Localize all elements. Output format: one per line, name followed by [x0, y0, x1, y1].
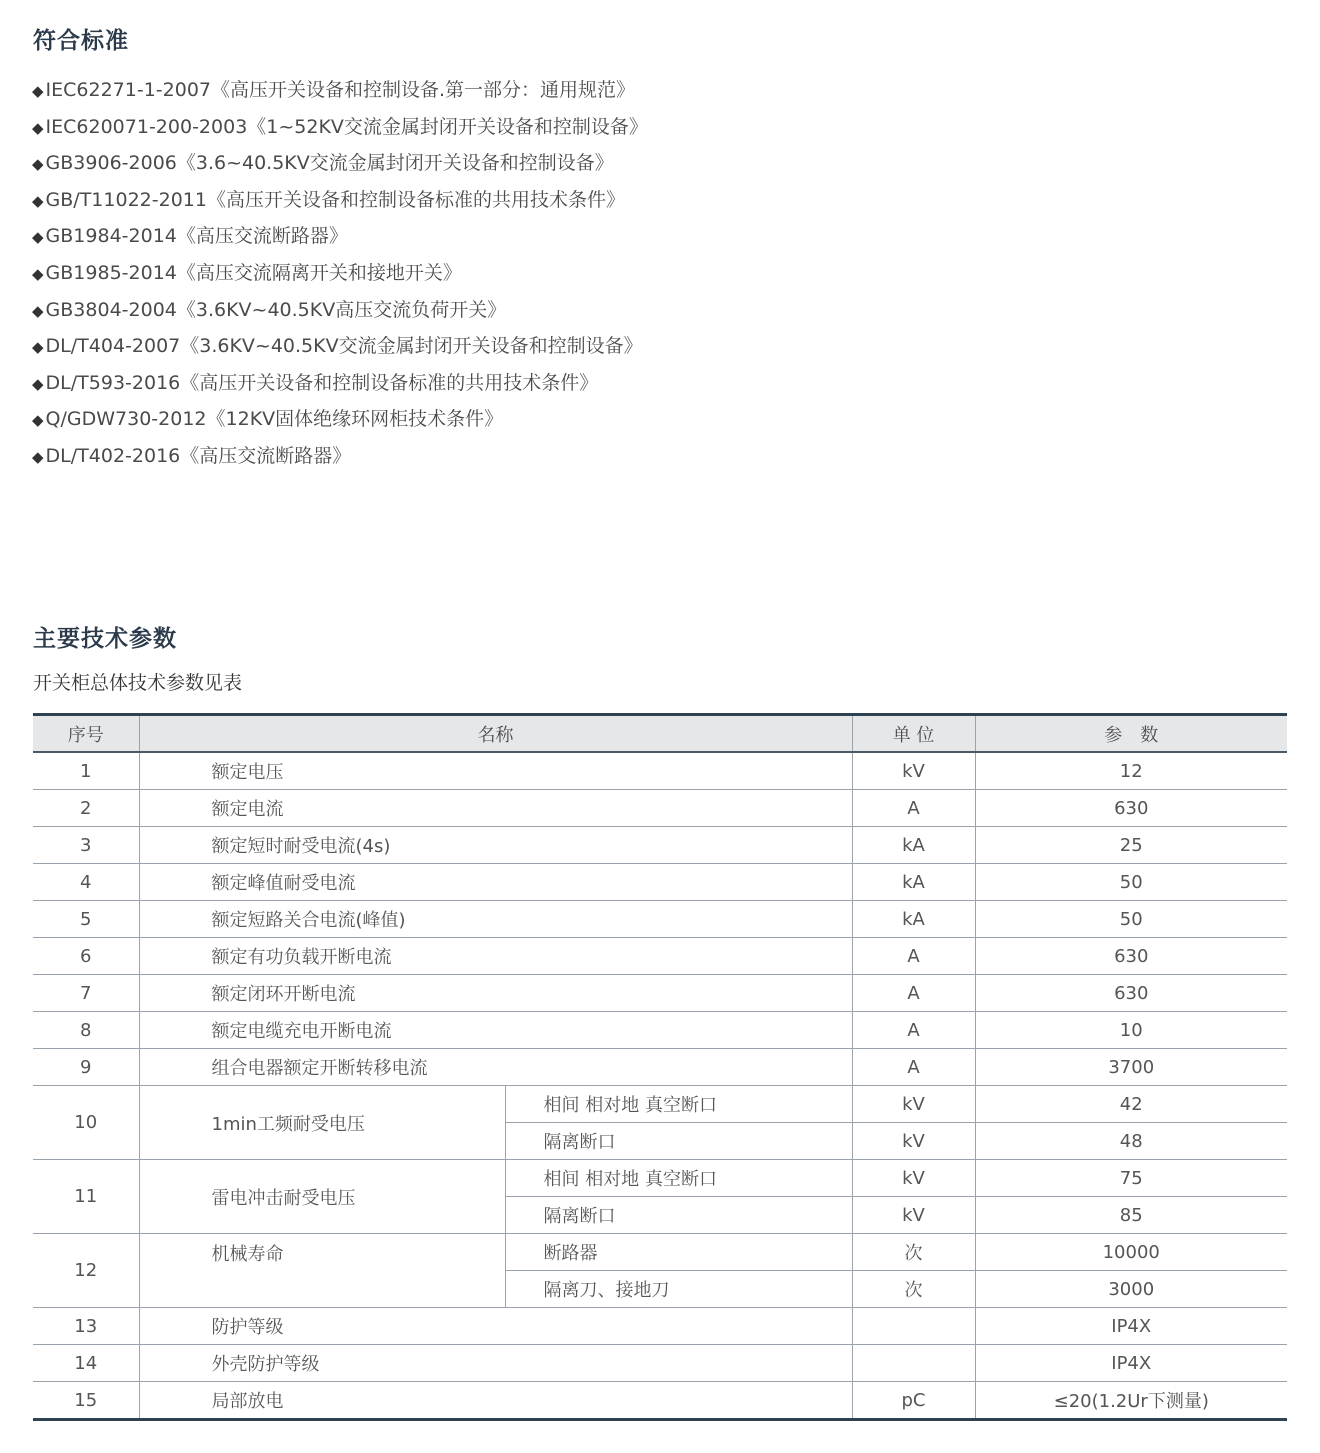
row-unit: kV [852, 752, 975, 790]
row-name: 额定电压 [139, 752, 852, 790]
row-name: 额定电缆充电开断电流 [139, 1012, 852, 1049]
row-unit [852, 1345, 975, 1382]
row-unit: pC [852, 1382, 975, 1420]
diamond-bullet-icon: ◆ [32, 338, 44, 357]
row-name: 1min工频耐受电压 [139, 1086, 505, 1160]
row-value: 42 [975, 1086, 1287, 1123]
standard-item [32, 256, 648, 293]
table-body [33, 752, 1287, 1420]
row-name: 额定短时耐受电流(4s) [139, 827, 852, 864]
standard-text: GB1984-2014《高压交流断路器》 [45, 225, 348, 248]
row-value: 630 [975, 938, 1287, 975]
header-value: 参 数 [975, 715, 1287, 753]
row-subname: 隔离刀、接地刀 [505, 1271, 852, 1308]
diamond-bullet-icon: ◆ [32, 82, 44, 100]
parameters-table [33, 713, 1287, 1421]
row-value: 85 [975, 1197, 1287, 1234]
table-row [33, 1012, 1287, 1049]
row-name: 组合电器额定开断转移电流 [139, 1049, 852, 1086]
diamond-bullet-icon: ◆ [32, 301, 44, 320]
row-name: 额定闭环开断电流 [139, 975, 852, 1012]
row-value: 3000 [975, 1271, 1287, 1308]
table-row [33, 1086, 1287, 1123]
row-name: 额定短路关合电流(峰值) [139, 901, 852, 938]
table-row [33, 1345, 1287, 1382]
diamond-bullet-icon: ◆ [32, 411, 44, 430]
section-title-parameters: 主要技术参数 [33, 626, 177, 652]
row-number: 5 [33, 901, 139, 938]
table-header-row [33, 715, 1287, 753]
row-number: 15 [33, 1382, 139, 1420]
row-value: 25 [975, 827, 1287, 864]
row-value: 10 [975, 1012, 1287, 1049]
diamond-bullet-icon: ◆ [32, 191, 44, 210]
row-number: 8 [33, 1012, 139, 1049]
row-unit: A [852, 790, 975, 827]
row-name: 防护等级 [139, 1308, 852, 1345]
diamond-bullet-icon: ◆ [32, 264, 44, 283]
row-unit: A [852, 1012, 975, 1049]
row-number: 1 [33, 752, 139, 790]
row-number: 4 [33, 864, 139, 901]
row-value: 3700 [975, 1049, 1287, 1086]
row-unit: kA [852, 827, 975, 864]
row-name: 额定有功负载开断电流 [139, 938, 852, 975]
diamond-bullet-icon: ◆ [32, 228, 44, 247]
table-row [33, 938, 1287, 975]
table-row [33, 827, 1287, 864]
standard-text: IEC62271-1-2007《高压开关设备和控制设备.第一部分：通用规范》 [45, 79, 636, 101]
section-title-standards: 符合标准 [33, 28, 129, 54]
standard-text: DL/T402-2016《高压交流断路器》 [45, 444, 352, 467]
row-number: 10 [33, 1086, 139, 1160]
row-unit: A [852, 1049, 975, 1086]
table-row [33, 901, 1287, 938]
row-subname: 隔离断口 [505, 1123, 852, 1160]
standard-item [32, 293, 648, 330]
standard-text: GB/T11022-2011《高压开关设备和控制设备标准的共用技术条件》 [45, 188, 625, 211]
table-row [33, 790, 1287, 827]
standard-text: IEC620071-200-2003《1~52KV交流金属封闭开关设备和控制设备》 [45, 115, 648, 138]
row-value: ≤20(1.2Ur下测量) [975, 1382, 1287, 1420]
row-unit: kV [852, 1086, 975, 1123]
row-number: 9 [33, 1049, 139, 1086]
standard-text: GB3804-2004《3.6KV~40.5KV高压交流负荷开关》 [45, 298, 507, 321]
row-number: 11 [33, 1160, 139, 1234]
table-row [33, 1308, 1287, 1345]
row-number: 6 [33, 938, 139, 975]
row-value: 10000 [975, 1234, 1287, 1271]
row-unit: kA [852, 901, 975, 938]
row-value: 630 [975, 790, 1287, 827]
standard-text: DL/T404-2007《3.6KV~40.5KV交流金属封闭开关设备和控制设备》 [45, 335, 643, 358]
row-name: 外壳防护等级 [139, 1345, 852, 1382]
standard-item [32, 329, 648, 366]
row-number: 13 [33, 1308, 139, 1345]
row-value: 75 [975, 1160, 1287, 1197]
header-unit: 单 位 [852, 715, 975, 753]
table-row [33, 975, 1287, 1012]
row-unit: kV [852, 1197, 975, 1234]
standard-item [32, 73, 648, 110]
standard-item [32, 402, 648, 439]
standard-item [32, 146, 648, 183]
table-row [33, 1382, 1287, 1420]
table-row [33, 1160, 1287, 1197]
standard-text: GB1985-2014《高压交流隔离开关和接地开关》 [45, 261, 462, 284]
row-unit: kA [852, 864, 975, 901]
standard-item [32, 439, 648, 476]
diamond-bullet-icon: ◆ [32, 118, 44, 137]
standard-item [32, 219, 648, 256]
table-row [33, 1234, 1287, 1271]
table-caption: 开关柜总体技术参数见表 [33, 672, 243, 694]
table-row [33, 864, 1287, 901]
standard-text: DL/T593-2016《高压开关设备和控制设备标准的共用技术条件》 [45, 371, 599, 394]
row-subname: 相间 相对地 真空断口 [505, 1086, 852, 1123]
row-number: 3 [33, 827, 139, 864]
diamond-bullet-icon: ◆ [32, 447, 44, 466]
row-value: 48 [975, 1123, 1287, 1160]
row-unit [852, 1308, 975, 1345]
row-value: 50 [975, 864, 1287, 901]
row-name: 机械寿命 [139, 1234, 505, 1308]
row-name: 雷电冲击耐受电压 [139, 1160, 505, 1234]
row-number: 14 [33, 1345, 139, 1382]
row-subname: 隔离断口 [505, 1197, 852, 1234]
row-name: 局部放电 [139, 1382, 852, 1420]
standard-item [32, 183, 648, 220]
row-unit: kV [852, 1160, 975, 1197]
row-subname: 断路器 [505, 1234, 852, 1271]
row-value: 630 [975, 975, 1287, 1012]
row-value: IP4X [975, 1345, 1287, 1382]
row-unit: A [852, 975, 975, 1012]
row-number: 7 [33, 975, 139, 1012]
row-value: 50 [975, 901, 1287, 938]
diamond-bullet-icon: ◆ [32, 155, 44, 174]
row-name: 额定电流 [139, 790, 852, 827]
standard-item [32, 366, 648, 403]
row-number: 2 [33, 790, 139, 827]
standard-text: Q/GDW730-2012《12KV固体绝缘环网柜技术条件》 [45, 408, 504, 431]
row-subname: 相间 相对地 真空断口 [505, 1160, 852, 1197]
standard-item [32, 110, 648, 147]
row-unit: A [852, 938, 975, 975]
header-name: 名称 [139, 715, 852, 753]
diamond-bullet-icon: ◆ [32, 374, 44, 393]
standards-list [32, 73, 648, 476]
row-unit: 次 [852, 1234, 975, 1271]
table-row [33, 1049, 1287, 1086]
row-unit: 次 [852, 1271, 975, 1308]
header-no: 序号 [33, 715, 139, 753]
row-value: IP4X [975, 1308, 1287, 1345]
row-value: 12 [975, 752, 1287, 790]
row-name: 额定峰值耐受电流 [139, 864, 852, 901]
table-row [33, 752, 1287, 790]
standard-text: GB3906-2006《3.6~40.5KV交流金属封闭开关设备和控制设备》 [45, 152, 614, 175]
row-number: 12 [33, 1234, 139, 1308]
row-unit: kV [852, 1123, 975, 1160]
